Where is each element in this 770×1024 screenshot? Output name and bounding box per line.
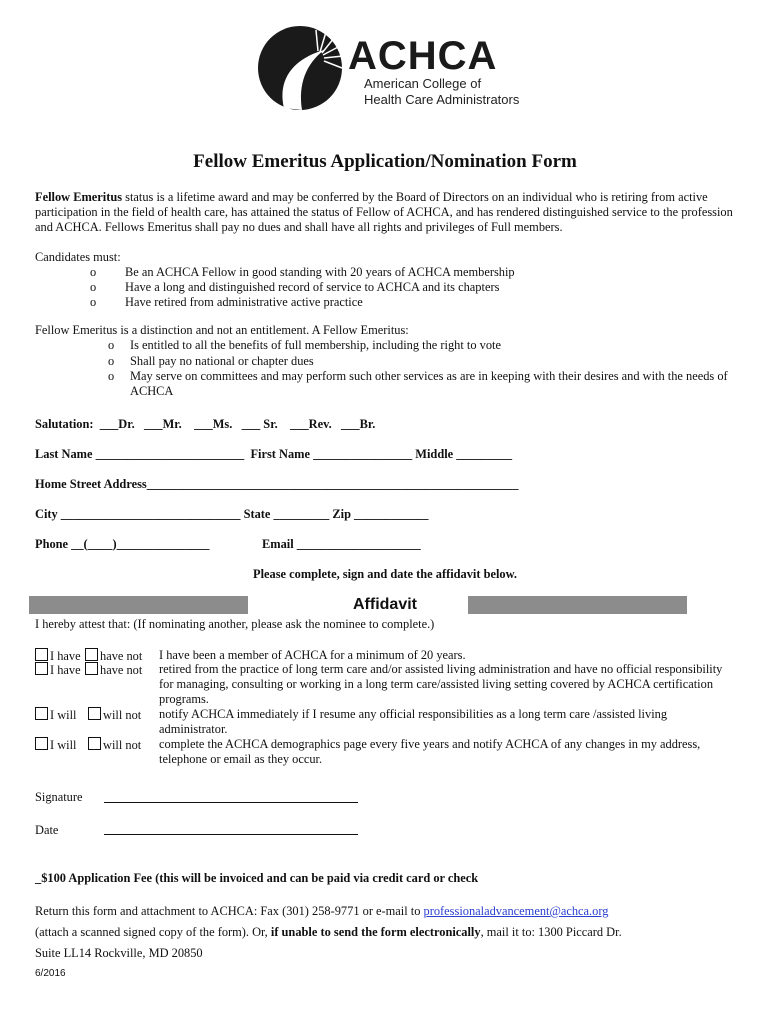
checkbox[interactable] xyxy=(35,662,48,675)
list-item: o May serve on committees and may perform such other services as are in keeping with their desires and with the needs of ACHCA xyxy=(108,369,728,398)
return-line-2: (attach a scanned signed copy of the form). Or, if unable to send the form electronically, mail it to: 1300 Piccard Dr. xyxy=(35,925,622,939)
candidates-list xyxy=(90,265,730,310)
logo-wordmark: ACHCA xyxy=(348,34,498,78)
list-item: o Shall pay no national or chapter dues xyxy=(108,353,314,368)
bullet-icon: o xyxy=(90,295,97,309)
checkbox[interactable] xyxy=(88,707,101,720)
footer-date: 6/2016 xyxy=(35,968,66,979)
phone-field[interactable]: Phone __(____)_______________ xyxy=(35,537,210,551)
checkbox[interactable] xyxy=(85,648,98,661)
candidates-heading: Candidates must: xyxy=(35,250,121,264)
logo-subtitle-line1: American College of xyxy=(364,76,482,91)
bullet-icon: o xyxy=(90,265,97,279)
intro-paragraph xyxy=(35,190,735,235)
checkbox[interactable] xyxy=(85,662,98,675)
application-fee-text: _$100 Application Fee (this will be invoiced and can be paid via credit card or check xyxy=(35,871,479,885)
signature-label: Signature xyxy=(35,790,83,804)
checkbox[interactable] xyxy=(35,648,48,661)
bullet-icon: o xyxy=(108,353,115,368)
city-state-zip-fields[interactable]: City _____________________________ State _________ Zip ____________ xyxy=(35,507,429,521)
address-field[interactable]: Home Street Address____________________________________________________________ xyxy=(35,477,519,491)
instruction-text: Please complete, sign and date the affidavit below. xyxy=(253,567,517,581)
list-item: o Be an ACHCA Fellow in good standing with 20 years of ACHCA membership xyxy=(90,265,515,279)
return-line-3: Suite LL14 Rockville, MD 20850 xyxy=(35,946,203,960)
list-item: o Is entitled to all the benefits of full membership, including the right to vote xyxy=(108,338,501,352)
affidavit-title: Affidavit xyxy=(353,596,417,613)
attest-text: I hereby attest that: (If nominating another, please ask the nominee to complete.) xyxy=(35,617,435,631)
intro-bold-lead: Fellow Emeritus xyxy=(35,190,123,204)
signature-line[interactable] xyxy=(104,802,358,803)
list-item: o Have a long and distinguished record of service to ACHCA and its chapters xyxy=(90,280,500,294)
sunburst-logo-icon xyxy=(254,22,346,114)
bullet-icon: o xyxy=(108,338,115,352)
bullet-icon: o xyxy=(90,280,97,294)
logo-subtitle-line2: Health Care Administrators xyxy=(364,92,520,107)
distinction-list xyxy=(108,338,733,401)
distinction-heading: Fellow Emeritus is a distinction and not an entitlement. A Fellow Emeritus: xyxy=(35,323,409,337)
list-item: o Have retired from administrative active practice xyxy=(90,295,363,309)
return-line-1: Return this form and attachment to ACHCA: Fax (301) 258-9771 or e-mail to professionaladvancement@achca.org xyxy=(35,904,609,918)
checkbox[interactable] xyxy=(35,707,48,720)
checkbox[interactable] xyxy=(88,737,101,750)
email-field[interactable]: Email ____________________ xyxy=(262,537,421,551)
page-title: Fellow Emeritus Application/Nomination Form xyxy=(193,151,577,172)
date-line[interactable] xyxy=(104,834,358,835)
name-fields[interactable]: Last Name ________________________ First Name ________________ Middle _________ xyxy=(35,447,513,461)
checkbox[interactable] xyxy=(35,737,48,750)
achca-logo xyxy=(254,22,524,112)
date-label: Date xyxy=(35,823,59,837)
intro-text: status is a lifetime award and may be conferred by the Board of Directors on an individual who is retiring from active participation in the field of health care, has attained the status of Fellow of ACHCA, and has rendered distinguished service to the profession and ACHCA. Fellows Emeritus shall pay no dues and shall have all rights and privileges of Full members. xyxy=(35,190,733,234)
email-link[interactable]: professionaladvancement@achca.org xyxy=(423,904,609,918)
bullet-icon: o xyxy=(108,369,115,383)
salutation-field[interactable]: Salutation: ___Dr. ___Mr. ___Ms. ___ Sr. ___Rev. ___Br. xyxy=(35,417,376,431)
